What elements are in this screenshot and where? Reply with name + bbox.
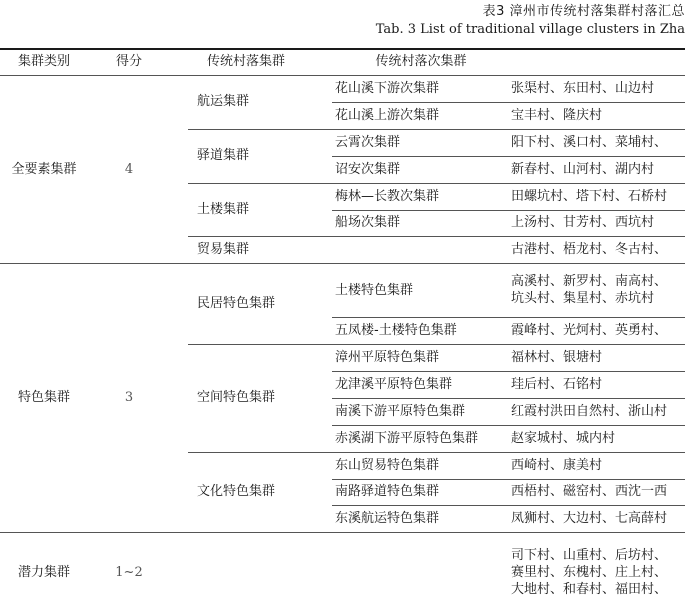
score-value: 4 <box>124 161 134 177</box>
village-list: 新春村、山河村、湖内村 <box>511 161 655 177</box>
score-value: 1~2 <box>115 565 143 581</box>
column-header: 集群类别 <box>17 54 71 69</box>
sub-row-rule <box>332 505 685 506</box>
sub-row-rule <box>332 156 685 157</box>
sub-row-rule <box>332 398 685 399</box>
sub-cluster-name: 五凤楼-土楼特色集群 <box>335 323 457 339</box>
column-header: 得分 <box>115 54 143 69</box>
village-list: 大地村、和春村、福田村、 <box>511 582 668 598</box>
village-list: 司下村、山重村、后坊村、 <box>511 548 668 564</box>
village-list: 霞峰村、光炣村、英勇村、 <box>511 323 668 339</box>
group-rule <box>0 532 685 533</box>
sub-cluster-name: 南路驿道特色集群 <box>335 484 440 500</box>
cluster-row-rule <box>188 452 685 453</box>
village-list: 张渠村、东田村、山边村 <box>511 80 655 96</box>
village-list: 西崎村、康美村 <box>511 457 603 473</box>
column-header: 传统村落集群 <box>206 54 286 69</box>
village-list: 上汤村、甘芳村、西坑村 <box>511 215 655 231</box>
sub-cluster-name: 漳州平原特色集群 <box>335 349 440 365</box>
village-list: 凤狮村、大边村、七高薛村 <box>511 511 668 527</box>
sub-cluster-name: 南溪下游平原特色集群 <box>335 403 466 419</box>
category-name: 潜力集群 <box>17 565 71 581</box>
village-list: 红霞村洪田自然村、浙山村 <box>511 403 668 419</box>
cluster-row-rule <box>188 344 685 345</box>
cluster-row-rule <box>188 183 685 184</box>
village-list: 宝丰村、隆庆村 <box>511 107 603 123</box>
village-list: 西梧村、磁窑村、西沈一西 <box>511 484 668 500</box>
village-list: 田螺坑村、塔下村、石桥村 <box>511 188 668 204</box>
group-rule <box>0 263 685 264</box>
sub-row-rule <box>332 425 685 426</box>
village-list: 坑头村、集星村、赤坑村 <box>511 291 655 307</box>
village-list: 阳下村、溪口村、菜埔村、 <box>511 134 668 150</box>
table-top-rule <box>0 48 685 50</box>
sub-cluster-name: 东山贸易特色集群 <box>335 457 440 473</box>
sub-row-rule <box>332 317 685 318</box>
score-value: 3 <box>124 390 134 406</box>
sub-cluster-name: 云霄次集群 <box>335 134 401 150</box>
sub-cluster-name: 土楼特色集群 <box>335 282 414 298</box>
village-list: 珪后村、石铭村 <box>511 376 603 392</box>
header-rule <box>0 75 685 76</box>
cluster-name: 民居特色集群 <box>197 296 276 312</box>
sub-cluster-name: 东溪航运特色集群 <box>335 511 440 527</box>
sub-cluster-name: 诏安次集群 <box>335 161 401 177</box>
table-caption-en: Tab. 3 List of traditional village clusters in Zha <box>375 22 685 37</box>
sub-row-rule <box>332 371 685 372</box>
sub-cluster-name: 龙津溪平原特色集群 <box>335 376 453 392</box>
sub-row-rule <box>332 210 685 211</box>
cluster-name: 文化特色集群 <box>197 484 276 500</box>
sub-row-rule <box>332 479 685 480</box>
village-list: 福林村、银塘村 <box>511 349 603 365</box>
table-caption-cn: 表3 漳州市传统村落集群村落汇总 <box>482 4 685 19</box>
village-list: 赵家城村、城内村 <box>511 430 616 446</box>
sub-cluster-name: 梅林—长教次集群 <box>335 188 440 204</box>
sub-cluster-name: 花山溪下游次集群 <box>335 80 440 96</box>
cluster-name: 土楼集群 <box>197 202 250 217</box>
sub-cluster-name: 赤溪湖下游平原特色集群 <box>335 430 479 446</box>
sub-cluster-name: 花山溪上游次集群 <box>335 107 440 123</box>
category-name: 特色集群 <box>17 390 71 406</box>
cluster-name: 航运集群 <box>197 94 250 110</box>
village-list: 古港村、梧龙村、冬古村、 <box>511 242 668 258</box>
village-list: 高溪村、新罗村、南高村、 <box>511 274 668 290</box>
cluster-name: 贸易集群 <box>197 242 250 258</box>
cluster-name: 驿道集群 <box>197 148 250 164</box>
sub-row-rule <box>332 102 685 103</box>
sub-cluster-name: 船场次集群 <box>335 215 401 231</box>
village-list: 赛里村、东槐村、庄上村、 <box>511 565 668 581</box>
cluster-row-rule <box>188 236 685 237</box>
cluster-row-rule <box>188 129 685 130</box>
category-name: 全要素集群 <box>11 161 77 177</box>
column-header: 传统村落次集群 <box>375 54 467 69</box>
cluster-name: 空间特色集群 <box>197 390 276 406</box>
